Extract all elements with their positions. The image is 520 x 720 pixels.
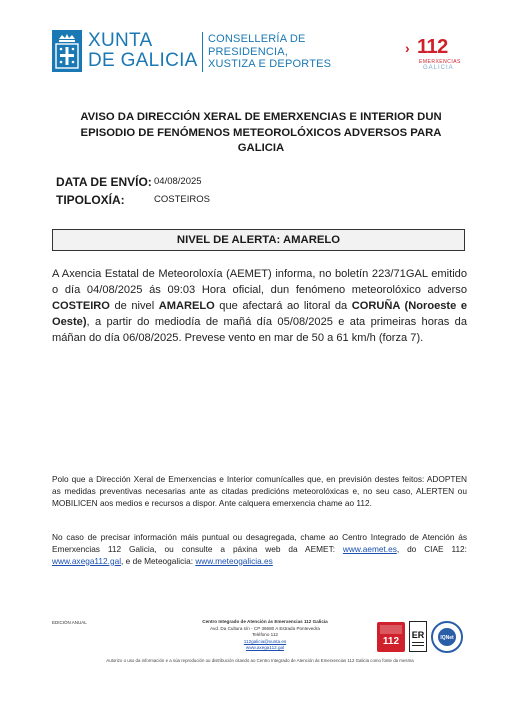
footer-contact-block [180,619,350,652]
department-line1: CONSELLERÍA DE [208,33,306,45]
department-line3: XUSTIZA E DEPORTES [208,58,332,70]
badge-iqnet-text: IQNet [440,635,454,641]
badge-112-icon [377,622,405,652]
department-line2: PRESIDENCIA, [208,45,289,58]
title-line3: GALICIA [237,142,285,154]
org-name-line2: DE GALICIA [88,50,198,71]
meteogalicia-link[interactable]: www.meteogalicia.es [195,555,273,566]
contact-text-3: , e de Meteogalicia: [121,555,196,566]
footer-address: Avd. Da Cultura s/n - CP 36680 A Estrada Pontevedra [210,625,320,631]
warning-paragraph [52,266,467,346]
document-title [60,110,462,157]
instructions-paragraph: Polo que a Dirección Xeral de Emerxencias e Interior comunícalles que, en previsión destes feitos: ADOPTEN as medidas preventivas necesarias ante as citadas predicións meteorolóxicas e, no seu caso, ALERTEN ou MOBILICEN aos medios e recursos a dispor. Ante calquera emerxencia chame ao 112. [52,474,467,508]
title-line1: AVISO DA DIRECCIÓN XERAL DE EMERXENCIAS E INTERIOR DUN [80,111,442,123]
usage-note: Autorizo o uso da información e a súa reprodución ou distribución citando ao Centro Integrado de Atención ás Emerxencias 112 Galicia como fonte da mesma [106,658,414,663]
logo-112-sub2: GALICIA [423,65,454,71]
badge-er-icon [409,621,427,652]
logo-112-sub1: EMERXENCIAS [419,59,461,65]
emergency-112-logo [405,36,465,78]
aemet-link[interactable]: www.aemet.es [342,543,397,554]
alert-level-word: AMARELO [158,300,215,312]
xunta-wordmark [88,31,198,71]
body-text-2: de nivel [109,300,159,312]
type-value: COSTEIROS [154,194,210,205]
footer-center-name: Centro Integrado de Atención ás Emerxencias 112 Galicia [202,619,328,624]
xunta-coat-of-arms-icon [52,30,82,72]
date-value: 04/08/2025 [154,176,202,187]
chevron-icon: › [405,40,410,56]
badge-er-text: ER [411,630,425,640]
org-name-line1: XUNTA [88,30,153,51]
logo-112-number: 112 [417,36,448,58]
body-text-4: , a partir do mediodía de mañá día 05/08/2025 e ata primeiras horas da máñan do día 06/08/2025. Prevese vento en mar de 50 a 61 km/h (forza 7). [52,316,467,344]
body-text-1: A Axencia Estatal de Meteoroloxía (AEMET) informa, no boletín 223/71GAL emitido o día 04/08/2025 ás 09:03 Hora oficial, dun fenómeno meteorolóxico adverso [52,268,467,296]
alert-level-box: NIVEL DE ALERTA: AMARELO [52,229,465,251]
footer-email-link[interactable]: 112galicia@xunta.es [243,638,287,644]
footer-phone: Teléfono 112 [252,632,278,638]
affected-area: CORUÑA (Noroeste e Oeste) [52,300,467,328]
edition-label: EDICIÓN ANUAL [52,620,87,625]
body-text-3: que afectará ao litoral da [214,300,352,312]
contact-text-1: No caso de precisar información máis puntual ou desagregada, chame ao Centro Integrado de Atención ás Emerxencias 112 Galicia, ou consulte a páxina web da AEMET: [52,532,467,554]
header-divider [202,32,203,72]
department-name [208,33,331,71]
badge-iqnet-icon [430,621,464,653]
title-line2: EPISODIO DE FENÓMENOS METEOROLÓXICOS ADVERSOS PARA [80,126,442,139]
badge-112-text: 112 [382,636,400,647]
type-label: TIPOLOXÍA: [56,193,125,207]
date-label: DATA DE ENVÍO: [56,175,152,189]
footer-web-link[interactable]: www.axega112.gal [245,645,285,651]
contact-paragraph [52,532,467,567]
phenomenon-type: COSTEIRO [52,300,110,312]
contact-text-2: , do CIAE 112: [396,543,467,554]
axega112-link[interactable]: www.axega112.gal [52,555,122,566]
